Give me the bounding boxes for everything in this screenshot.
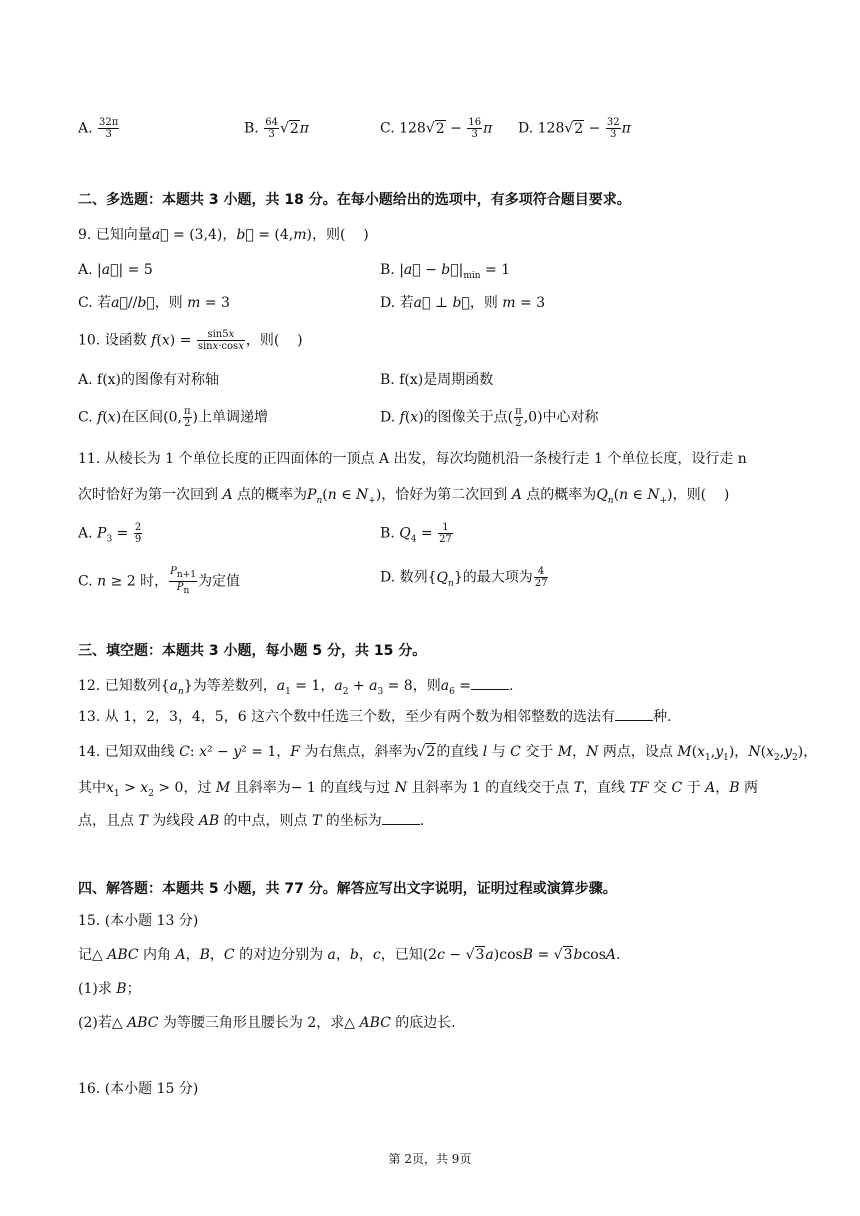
q8-option-d: D. 128√2 − $\frac{32}{3}$ π xyxy=(518,117,631,140)
section3-heading: 三、填空题：本题共 3 小题，每小题 5 分，共 15 分。 xyxy=(78,643,427,659)
q8-option-b: B. $\frac{64}{3}$ √2π xyxy=(244,117,309,140)
q9-option-d: D. 若a⃗ ⊥ b⃗，则 m = 3 xyxy=(380,295,546,311)
q13-text: 13. 从 1，2，3，4，5，6 这六个数中任选三个数，至少有两个数为相邻整数的选法有 种. xyxy=(78,706,672,728)
q10-option-b: B. f(x)是周期函数 xyxy=(380,372,494,388)
q8-option-a: A. $\frac{32\pi}{3}$ xyxy=(78,117,119,140)
q10-stem: 10. 设函数 f(x) = $\frac{\sin 5x}{\sin x\cdot\cos x}$ ，则( ) xyxy=(78,329,303,352)
q9-option-b: B. |a⃗ − $b⃗|_{min} = 1$ xyxy=(380,262,511,281)
section2-heading: 二、多选题：本题共 3 小题，共 18 分。在每小题给出的选项中，有多项符合题目要求。 xyxy=(78,192,631,208)
q9-option-a: A. |a⃗| = 5 xyxy=(78,262,153,278)
q16-title: 16. (本小题 15 分) xyxy=(78,1081,199,1097)
q15-part1: (1)求 B； xyxy=(78,981,141,997)
q9-stem: 9. 已知向量a⃗ = (3,4)，b⃗ = (4,m)，则( ) xyxy=(78,227,369,243)
q14-line3: 点，且点 T 为线段 AB 的中点，则点 T 的坐标为 . xyxy=(78,810,424,832)
q10-option-d: D. f(x)的图像关于点( $\frac{\pi}{2}$ ,0)中心对称 xyxy=(380,406,599,429)
q11-option-a: A. $P_3$ = $\frac{2}{9}$ xyxy=(78,522,142,545)
q14-line2: 其中$x_1 > x_2 > 0$，过 M 且斜率为− 1 的直线与过 N 且斜率为 1 的直线交于点 T，直线 TF 交 C 于 A，B 两 xyxy=(78,780,758,799)
q10-option-a: A. f(x)的图像有对称轴 xyxy=(78,372,220,388)
q8-option-c: C. 128√2 − $\frac{16}{3}$ π xyxy=(380,117,493,140)
q12-text: 12. 已知数列$\{a_n\}$为等差数列，$a_1 = 1$，$a_2 + a_3 = 8$，则$a_6$ = . xyxy=(78,675,513,703)
q11-option-c: C. n ≥ 2 时， $\frac{P_{n+1}}{P_n}$ 为定值 xyxy=(78,566,240,596)
q11-line2: 次时恰好为第一次回到 A 点的概率为$P_n(n$ ∈ $N_+$)，恰好为第二次回到 A 点的概率为$Q_n(n$ ∈ $N_+$)，则( ) xyxy=(78,487,730,506)
section4-heading: 四、解答题：本题共 5 小题，共 77 分。解答应写出文字说明，证明过程或演算步骤。 xyxy=(78,881,617,897)
q9-option-c: C. 若a⃗//b⃗，则 m = 3 xyxy=(78,295,230,311)
q15-title: 15. (本小题 13 分) xyxy=(78,913,199,929)
q14-line1: 14. 已知双曲线 C: x² − y² = 1，F 为右焦点，斜率为√2的直线 l 与 C 交于 M，N 两点，设点 $M(x_1,y_1)$，$N(x_2,y_2)$， xyxy=(78,744,818,763)
q15-stem: 记△ ABC 内角 A，B，C 的对边分别为 a，b，c，已知(2c − √3a)cosB = √3bcosA. xyxy=(78,947,621,963)
q11-option-b: B. $Q_4$ = $\frac{1}{27}$ xyxy=(380,522,452,545)
q15-part2: (2)若△ ABC 为等腰三角形且腰长为 2，求△ ABC 的底边长. xyxy=(78,1015,456,1031)
q10-option-c: C. f(x)在区间(0, $\frac{\pi}{2}$ )上单调递增 xyxy=(78,406,269,429)
page-footer: 第 2页，共 9页 xyxy=(388,1152,472,1166)
q11-option-d: D. 数列$\{Q_n\}$的最大项为 $\frac{4}{27}$ xyxy=(380,566,548,589)
q11-line1: 11. 从棱长为 1 个单位长度的正四面体的一顶点 A 出发，每次均随机沿一条棱行走 1 个单位长度，设行走 n xyxy=(78,451,747,467)
